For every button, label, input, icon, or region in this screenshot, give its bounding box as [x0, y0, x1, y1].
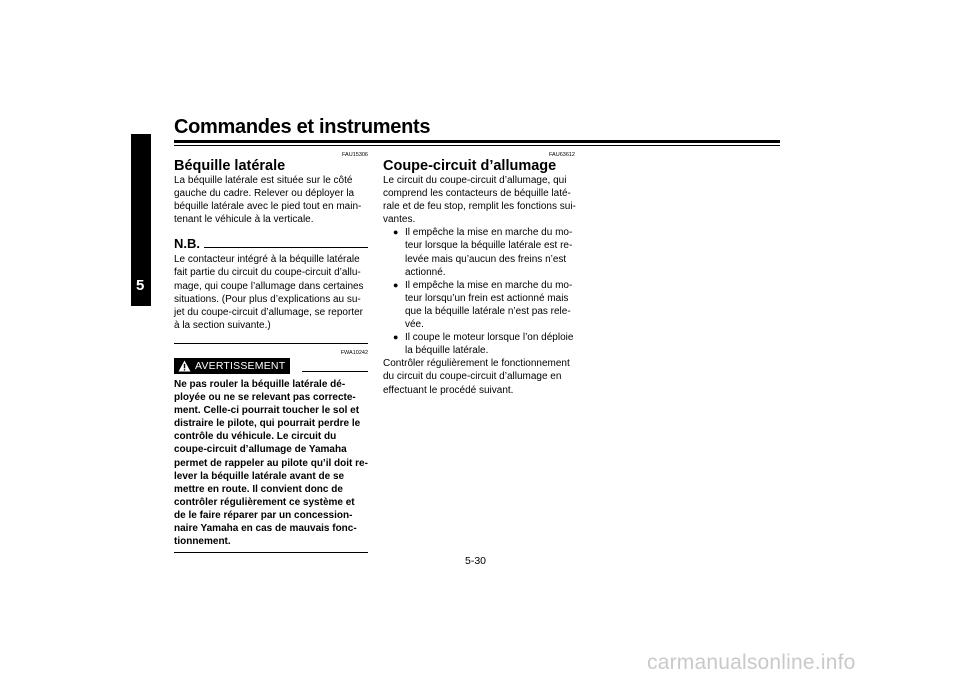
warning-badge	[174, 358, 290, 374]
page-number: 5-30	[465, 555, 487, 567]
warning-body	[174, 378, 368, 548]
text-line: distraire le pilote, qui pourrait perdre le	[174, 418, 361, 430]
list-item	[393, 331, 575, 357]
left-column	[174, 152, 368, 553]
text-line: contrôle du véhicule. Le circuit du	[174, 431, 337, 443]
section-code: FAU63612	[549, 152, 575, 158]
text-line: permet de rappeler au pilote qu’il doit re-	[174, 457, 368, 469]
text-line: Il empêche la mise en marche du mo-	[405, 279, 573, 291]
text-line: du circuit du coupe-circuit d’allumage en	[383, 371, 562, 383]
text-line: la béquille latérale.	[405, 345, 489, 357]
nb-header	[174, 236, 368, 251]
list-item	[393, 279, 575, 331]
text-line: actionné.	[405, 266, 446, 278]
text-line: vantes.	[383, 214, 416, 226]
text-line: contrôler régulièrement ce système et	[174, 496, 355, 508]
warning-triangle-icon	[178, 360, 191, 372]
text-line: rale et de feu stop, remplit les fonctions sui-	[383, 201, 576, 213]
text-line: ployée ou ne se relevant pas correcte-	[174, 392, 356, 404]
text-line: Il coupe le moteur lorsque l’on déploie	[405, 332, 574, 344]
text-line: tionnement.	[174, 536, 231, 548]
text-line: mettre en route. Il convient donc de	[174, 483, 343, 495]
text-line: jet du coupe-circuit d’allumage, se reporter	[174, 306, 363, 318]
text-line: gauche du cadre. Relever ou déployer la	[174, 188, 355, 200]
page-header-title: Commandes et instruments	[174, 116, 431, 138]
text-line: mage, qui coupe l’allumage dans certaines	[174, 280, 364, 292]
text-line: Contrôler régulièrement le fonctionnement	[383, 358, 570, 370]
bullet-icon: ●	[393, 279, 399, 290]
text-line: teur lorsqu’un frein est actionné mais	[405, 292, 569, 304]
header-rule-thin	[174, 145, 780, 146]
warning-label: AVERTISSEMENT	[195, 359, 286, 372]
bullet-icon: ●	[393, 227, 399, 238]
text-line: ment. Celle-ci pourrait toucher le sol et	[174, 405, 360, 417]
nb-rule	[204, 247, 368, 248]
text-line: teur lorsque la béquille latérale est re-	[405, 240, 573, 252]
text-line: Il empêche la mise en marche du mo-	[405, 227, 573, 239]
text-line: que la béquille latérale n’est pas rele-	[405, 305, 571, 317]
text-line: La béquille latérale est située sur le côté	[174, 175, 353, 186]
text-line: tenant le véhicule à la verticale.	[174, 214, 314, 226]
text-line: effectuant le procédé suivant.	[383, 384, 514, 396]
section-title-bequille: Béquille latérale	[174, 158, 286, 174]
text-line: fait partie du circuit du coupe-circuit d’allu-	[174, 267, 361, 279]
right-column	[383, 152, 575, 397]
text-line: Le circuit du coupe-circuit d’allumage, qui	[383, 175, 567, 186]
text-line: naire Yamaha en cas de mauvais fonc-	[174, 522, 357, 534]
chapter-number: 5	[136, 277, 145, 294]
text-line: vée.	[405, 319, 424, 331]
text-line: de le faire réparer par un concession-	[174, 509, 353, 521]
watermark: carmanualsonline.info	[647, 651, 856, 674]
section-code: FAU15306	[342, 152, 368, 158]
text-line: à la section suivante.)	[174, 319, 271, 331]
header-rule	[174, 140, 780, 143]
text-line: Ne pas rouler la béquille latérale dé-	[174, 378, 346, 390]
nb-body	[174, 253, 368, 332]
section-body-bequille	[174, 174, 368, 226]
text-line: béquille latérale avec le pied tout en main-	[174, 201, 362, 213]
nb-end-rule	[174, 343, 368, 344]
text-line: coupe-circuit d’allumage de Yamaha	[174, 444, 347, 456]
warning-header-rule	[302, 371, 368, 372]
text-line: levée mais qu’aucun des freins n’est	[405, 253, 567, 265]
list-item	[393, 226, 575, 278]
text-line: situations. (Pour plus d’explications au su-	[174, 293, 361, 305]
text-line: Le contacteur intégré à la béquille latérale	[174, 254, 360, 266]
text-line: comprend les contacteurs de béquille laté-	[383, 188, 571, 200]
section-title-coupe-circuit: Coupe-circuit d’allumage	[383, 158, 557, 174]
text-line: lever la béquille latérale avant de se	[174, 470, 345, 482]
section-outro	[383, 357, 575, 396]
warning-header	[174, 358, 368, 374]
warning-end-rule	[174, 552, 368, 553]
section-intro	[383, 174, 575, 226]
nb-label: N.B.	[174, 236, 200, 252]
warning-code: FWA10242	[340, 349, 368, 356]
bullet-icon: ●	[393, 332, 399, 343]
